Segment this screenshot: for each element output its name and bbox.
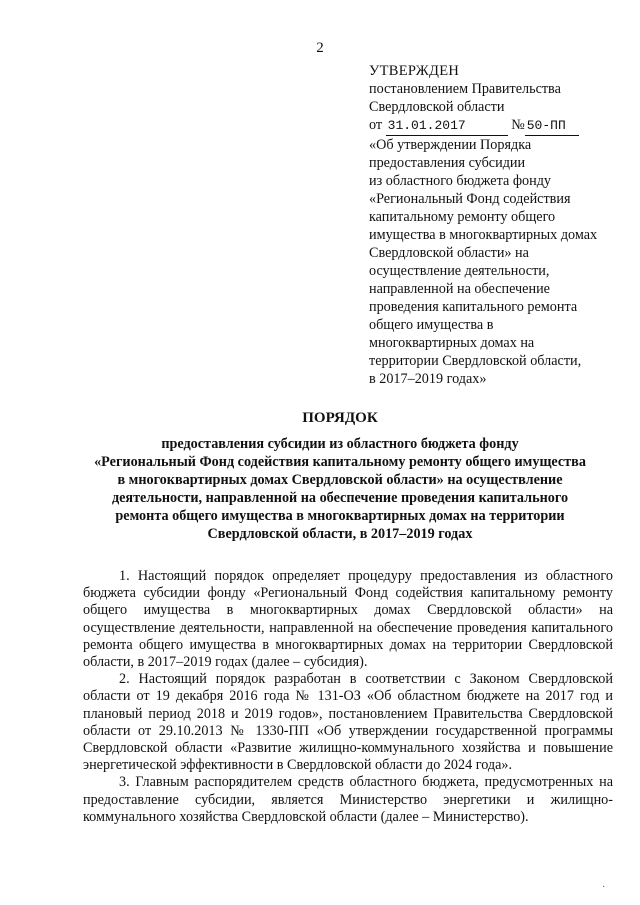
- title-line: Свердловской области, в 2017–2019 годах: [207, 526, 473, 542]
- approval-line: капитальному ремонту общего: [369, 209, 556, 225]
- paragraph: 2. Настоящий порядок разработан в соответствии с Законом Свердловской области от 19 декабря 2016 года № 131-ОЗ «Об областном бюджете на 2017 год и плановый период 2018 и 2019 годов», постановлением Правительства Свердловской области от 29.10.2013 № 1330-ПП «Об утверждении государственной программы Свердловской области «Развитие жилищно-коммунального хозяйства и повышение энергетической эффективности в Свердловской области до 2024 года».: [83, 671, 613, 774]
- document-title: ПОРЯДОК: [302, 410, 378, 426]
- approval-line: проведения капитального ремонта: [369, 299, 578, 315]
- title-line: «Региональный Фонд содействия капитальному ремонту общего имущества: [94, 454, 586, 470]
- date-prefix: от: [369, 117, 383, 133]
- number-prefix: №: [511, 117, 525, 133]
- paragraph: 1. Настоящий порядок определяет процедуру предоставления из областного бюджета субсидии фонду «Региональный Фонд содействия капитальному ремонту общего имущества в многоквартирных домах Свердловской области» на осуществление деятельности, направленной на обеспечение проведения капитального ремонта общего имущества в многоквартирных домах на территории Свердловской области, в 2017–2019 годах (далее – субсидия).: [83, 568, 613, 671]
- approval-line: в 2017–2019 годах»: [369, 371, 487, 387]
- title-line: предоставления субсидии из областного бюджета фонду: [161, 436, 519, 452]
- approval-line: предоставления субсидии: [369, 155, 526, 171]
- document-body: [83, 568, 613, 826]
- approval-block: [369, 62, 629, 388]
- approval-line: общего имущества в: [369, 317, 494, 333]
- approval-line: из областного бюджета фонду: [369, 173, 552, 189]
- approval-date-line: [369, 116, 629, 136]
- scan-mark: ·: [602, 882, 606, 893]
- approval-line: осуществление деятельности,: [369, 263, 550, 279]
- approval-line: «Региональный Фонд содействия: [369, 191, 571, 207]
- approval-line: Свердловской области: [369, 99, 505, 115]
- paragraph: 3. Главным распорядителем средств областного бюджета, предусмотренных на предоставление субсидии, является Министерство энергетики и жилищно-коммунального хозяйства Свердловской области (далее – Министерство).: [83, 774, 613, 825]
- title-line: в многоквартирных домах Свердловской области» на осуществление: [117, 472, 563, 488]
- approval-line: многоквартирных домах на: [369, 335, 535, 351]
- page-number: 2: [316, 40, 324, 56]
- approval-line: Свердловской области» на: [369, 245, 529, 261]
- document-title-block: [70, 409, 610, 543]
- title-line: ремонта общего имущества в многоквартирных домах на территории: [115, 508, 565, 524]
- approval-line: направленной на обеспечение: [369, 281, 550, 297]
- approval-number: 50-ПП: [525, 117, 579, 136]
- approval-date: 31.01.2017: [386, 117, 508, 136]
- approval-line: территории Свердловской области,: [369, 353, 582, 369]
- approval-line: постановлением Правительства: [369, 81, 561, 97]
- approval-title: УТВЕРЖДЕН: [369, 63, 460, 79]
- approval-line: имущества в многоквартирных домах: [369, 227, 598, 243]
- approval-line: «Об утверждении Порядка: [369, 137, 532, 153]
- title-line: деятельности, направленной на обеспечение проведения капитального: [111, 490, 569, 506]
